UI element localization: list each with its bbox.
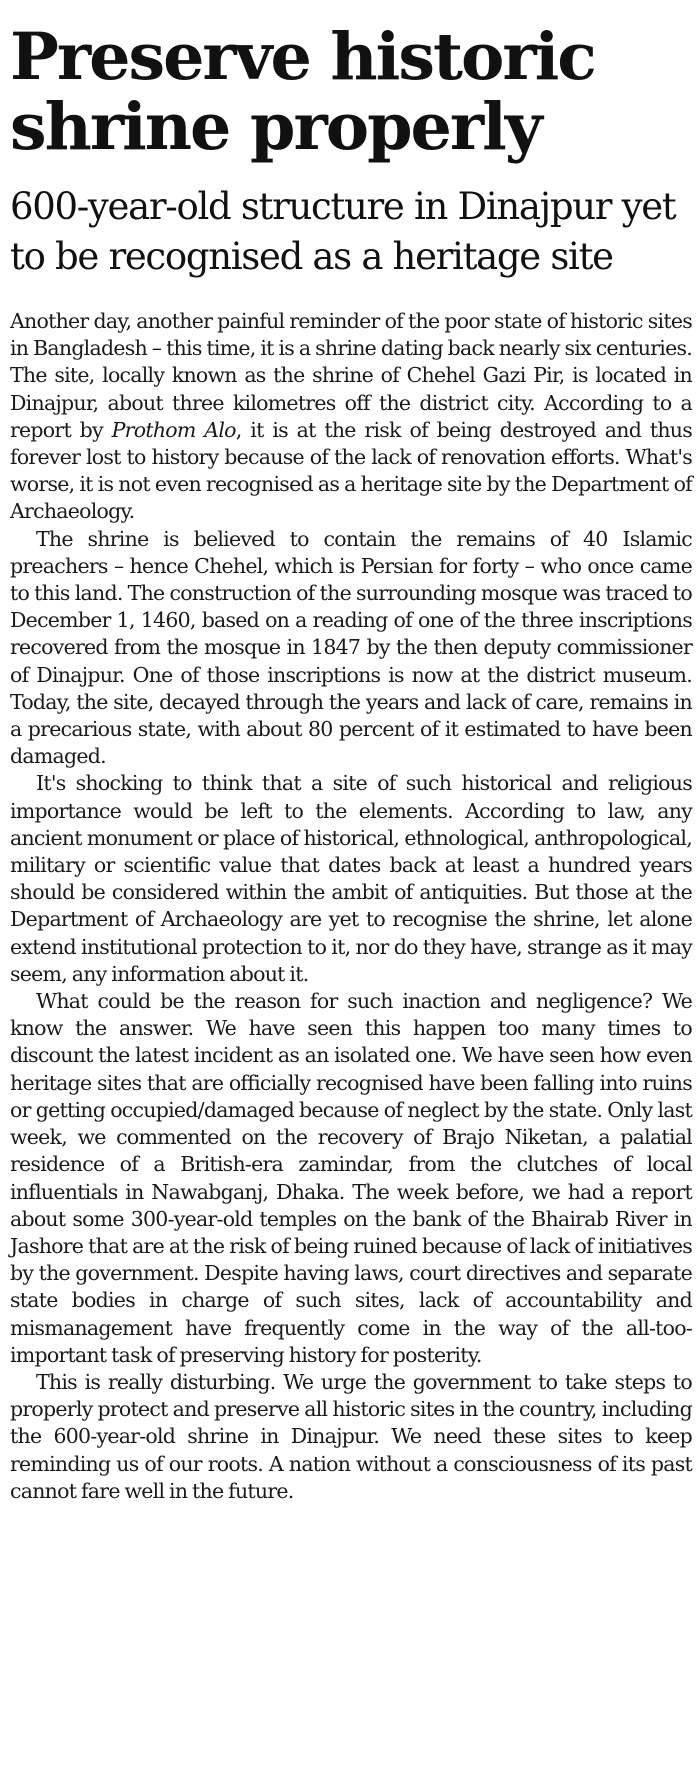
paragraph-1-text-end: , it is at the risk of being destroyed and thus forever lost to history because of the lack of renovation efforts. What's worse, it is not even recognised as a heritage site by the Department of Archaeology.: [10, 417, 692, 524]
article-body: [10, 308, 692, 1505]
source-publication: Prothom Alo: [111, 417, 236, 442]
paragraph-1-text-start: Another day, another painful reminder of the poor state of historic sites in Bangladesh – this time, it is a shrine dating back nearly six centuries. The site, locally known as the shrine of Chehel Gazi Pir, is located in Dinajpur, about three kilometres off the district city. According to a report by: [10, 309, 692, 442]
paragraph-4: What could be the reason for such inaction and negligence? We know the answer. We have seen this happen too many times to discount the latest incident as an isolated one. We have seen how even heritage sites that are officially recognised have been falling into ruins or getting occupied/damaged because of neglect by the state. Only last week, we commented on the recovery of Brajo Niketan, a palatial residence of a British-era zamindar, from the clutches of local influentials in Nawabganj, Dhaka. The week before, we had a report about some 300-year-old temples on the bank of the Bhairab River in Jashore that are at the risk of being ruined because of lack of initiatives by the government. Despite having laws, court directives and separate state bodies in charge of such sites, lack of accountability and mismanagement have frequently come in the way of the all-too-important task of preserving history for posterity.: [10, 989, 692, 1367]
paragraph-1: [10, 308, 692, 526]
paragraph-2: The shrine is believed to contain the remains of 40 Islamic preachers – hence Chehel, which is Persian for forty – who once came to this land. The construction of the surrounding mosque was traced to December 1, 1460, based on a reading of one of the three inscriptions recovered from the mosque in 1847 by the then deputy commissioner of Dinajpur. One of those inscriptions is now at the district museum. Today, the site, decayed through the years and lack of care, remains in a precarious state, with about 80 percent of it estimated to have been damaged.: [10, 526, 692, 769]
paragraph-5: This is really disturbing. We urge the government to take steps to properly protect and preserve all historic sites in the country, including the 600-year-old shrine in Dinajpur. We need these sites to keep reminding us of our roots. A nation without a consciousness of its past cannot fare well in the future.: [10, 1369, 692, 1503]
paragraph-3: It's shocking to think that a site of such historical and religious importance would be left to the elements. According to law, any ancient monument or place of historical, ethnological, anthropological, military or scientific value that dates back at least a hundred years should be considered within the ambit of antiquities. But those at the Department of Archaeology are yet to recognise the shrine, let alone extend institutional protection to it, nor do they have, strange as it may seem, any information about it.: [10, 771, 692, 986]
headline: Preserve historic shrine properly: [10, 19, 595, 165]
subheadline: 600-year-old structure in Dinajpur yet to be recognised as a heritage site: [10, 185, 676, 278]
